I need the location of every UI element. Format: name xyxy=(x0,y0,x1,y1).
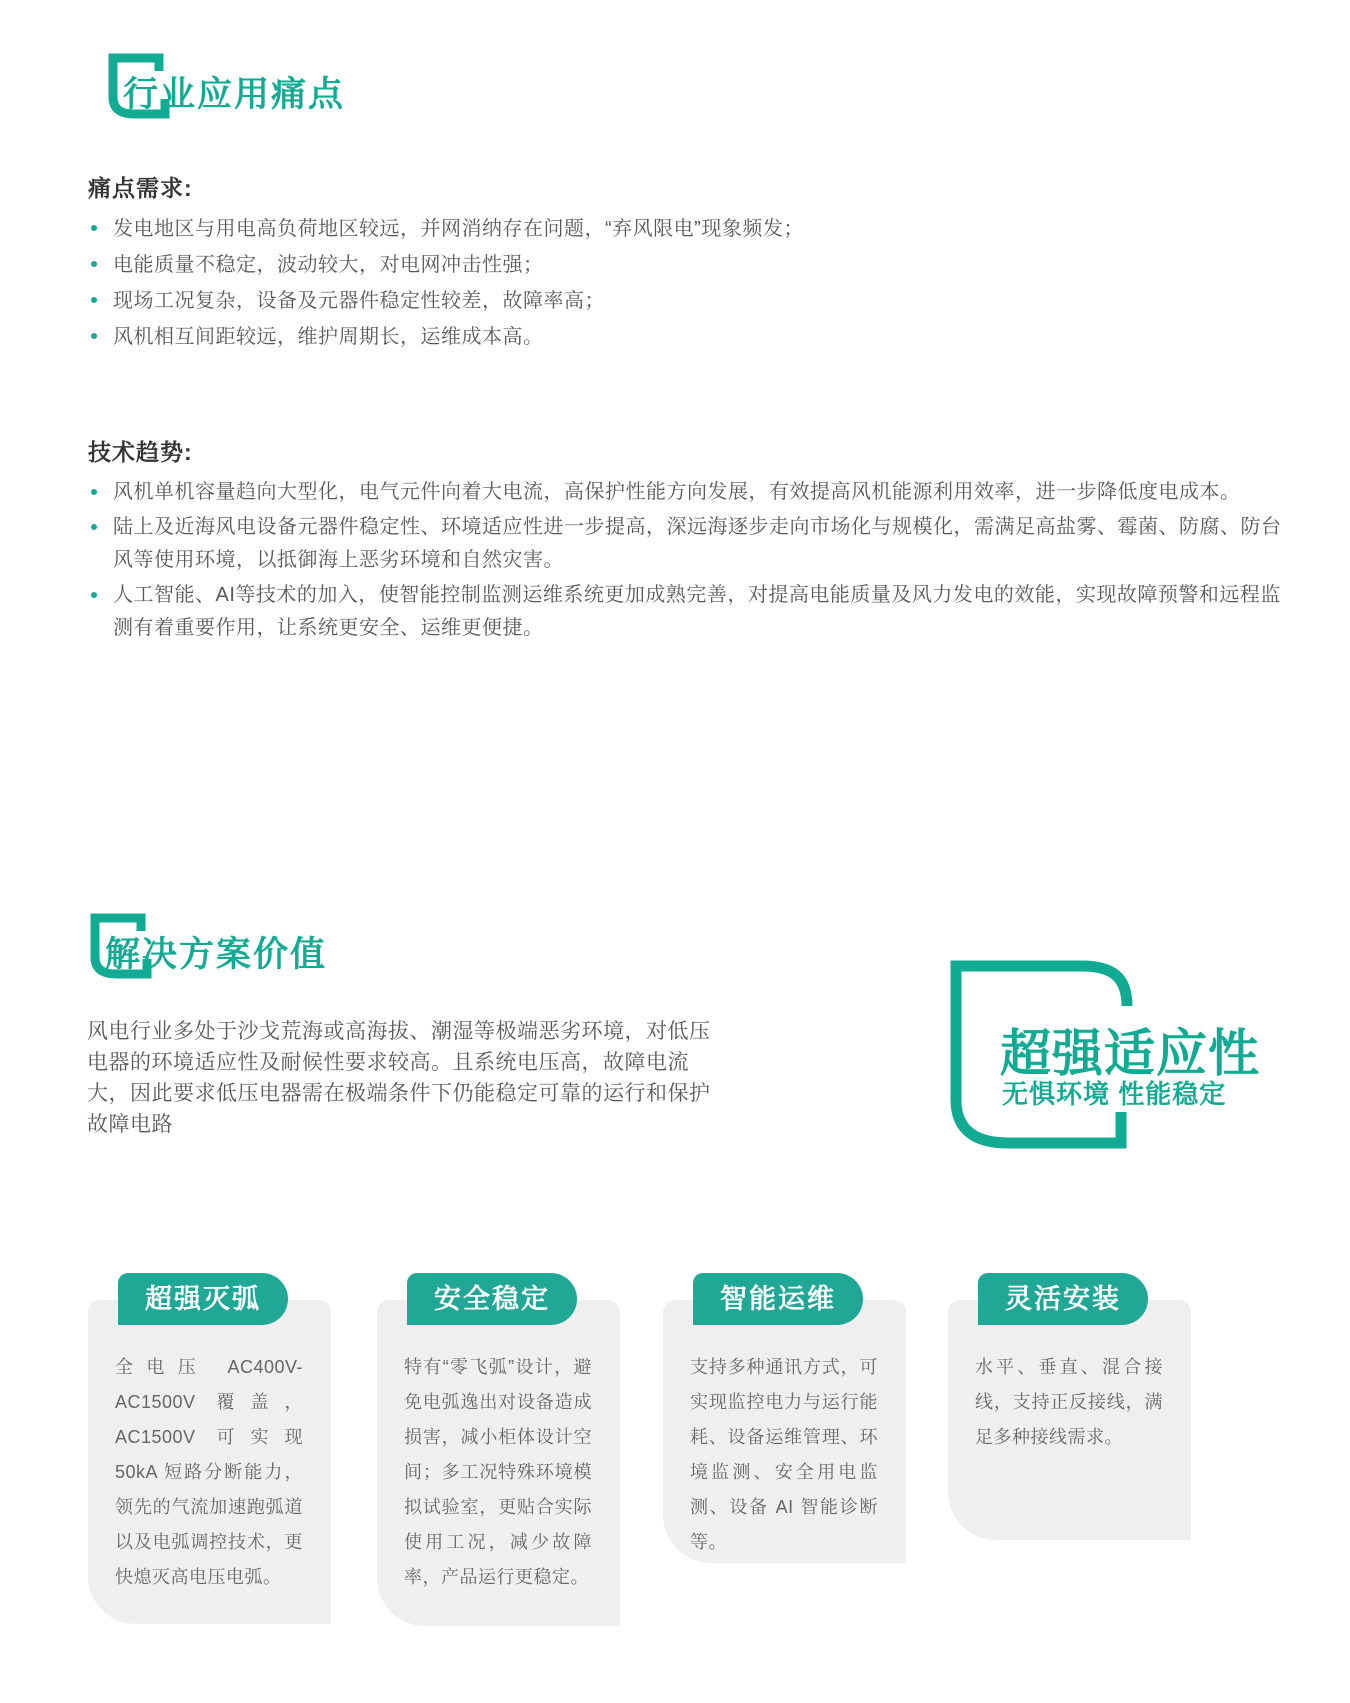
trend-item-text: 风机单机容量趋向大型化，电气元件向着大电流，高保护性能方向发展，有效提高风机能源利用效率，进一步降低度电成本。 xyxy=(113,481,1241,503)
demand-list xyxy=(88,212,1283,356)
list-item xyxy=(88,476,1283,509)
trend-heading: 技术趋势: xyxy=(88,439,193,465)
demand-item-text: 电能质量不稳定，波动较大，对电网冲击性强； xyxy=(113,254,544,276)
section-pain-title-block xyxy=(105,50,465,130)
card-body-text: 支持多种通讯方式，可实现监控电力与运行能耗、设备运维管理、环境监测、安全用电监测、设备 AI 智能诊断等。 xyxy=(663,1300,906,1563)
demand-item-text: 发电地区与用电高负荷地区较远，并网消纳存在问题，“弃风限电”现象频发； xyxy=(113,218,804,240)
section-pain-title: 行业应用痛点 xyxy=(123,75,346,114)
feature-card-arc-extinguishing xyxy=(88,1273,331,1624)
bullet-dot xyxy=(91,489,97,495)
bullet-dot xyxy=(91,225,97,231)
badge-subtitle: 无惧环境 性能稳定 xyxy=(1002,1079,1227,1109)
feature-card-flexible-installation xyxy=(948,1273,1191,1540)
badge-title: 超强适应性 xyxy=(1000,1025,1261,1082)
demand-heading: 痛点需求: xyxy=(88,175,193,201)
list-item xyxy=(88,248,1283,282)
value-paragraph: 风电行业多处于沙戈荒海或高海拔、潮湿等极端恶劣环境，对低压电器的环境适应性及耐候性要求较高。且系统电压高，故障电流大，因此要求低压电器需在极端条件下仍能稳定可靠的运行和保护故障电路 xyxy=(87,1020,711,1136)
trend-list xyxy=(88,476,1283,647)
bullet-dot xyxy=(91,297,97,303)
card-body-text: 特有“零飞弧”设计，避免电弧逸出对设备造成损害，减小柜体设计空间；多工况特殊环境模拟试验室，更贴合实际使用工况，减少故障率，产品运行更稳定。 xyxy=(377,1300,620,1626)
card-body-text: 全电压 AC400V-AC1500V 覆盖，AC1500V 可实现 50kA 短路分断能力，领先的气流加速跑弧道以及电弧调控技术，更快熄灭高电压电弧。 xyxy=(88,1300,331,1624)
demand-item-text: 风机相互间距较远，维护周期长，运维成本高。 xyxy=(113,326,544,348)
feature-card-safety-stability xyxy=(377,1273,620,1626)
section-value-title-block xyxy=(87,910,447,990)
list-item xyxy=(88,320,1283,354)
bullet-dot xyxy=(91,261,97,267)
demand-item-text: 现场工况复杂，设备及元器件稳定性较差，故障率高； xyxy=(113,290,605,312)
feature-card-smart-operation xyxy=(663,1273,906,1563)
card-title-pill: 超强灭弧 xyxy=(118,1273,288,1325)
list-item xyxy=(88,212,1283,246)
card-title-pill: 灵活安装 xyxy=(978,1273,1148,1325)
trend-item-text: 人工智能、AI等技术的加入，使智能控制监测运维系统更加成熟完善，对提高电能质量及风力发电的效能，实现故障预警和远程监测有着重要作用，让系统更安全、运维更便捷。 xyxy=(113,584,1281,639)
trend-item-text: 陆上及近海风电设备元器件稳定性、环境适应性进一步提高，深远海逐步走向市场化与规模化，需满足高盐雾、霉菌、防腐、防台风等使用环境，以抵御海上恶劣环境和自然灾害。 xyxy=(113,516,1282,571)
list-item xyxy=(88,511,1283,577)
bullet-dot xyxy=(91,333,97,339)
list-item xyxy=(88,284,1283,318)
bullet-dot xyxy=(91,524,97,530)
bullet-dot xyxy=(91,592,97,598)
card-body-text: 水平、垂直、混合接线，支持正反接线，满足多种接线需求。 xyxy=(948,1300,1191,1540)
adaptability-badge xyxy=(950,960,1350,1160)
list-item xyxy=(88,579,1283,645)
card-title-pill: 安全稳定 xyxy=(407,1273,577,1325)
section-value-title: 解决方案价值 xyxy=(105,935,328,974)
card-title-pill: 智能运维 xyxy=(693,1273,863,1325)
